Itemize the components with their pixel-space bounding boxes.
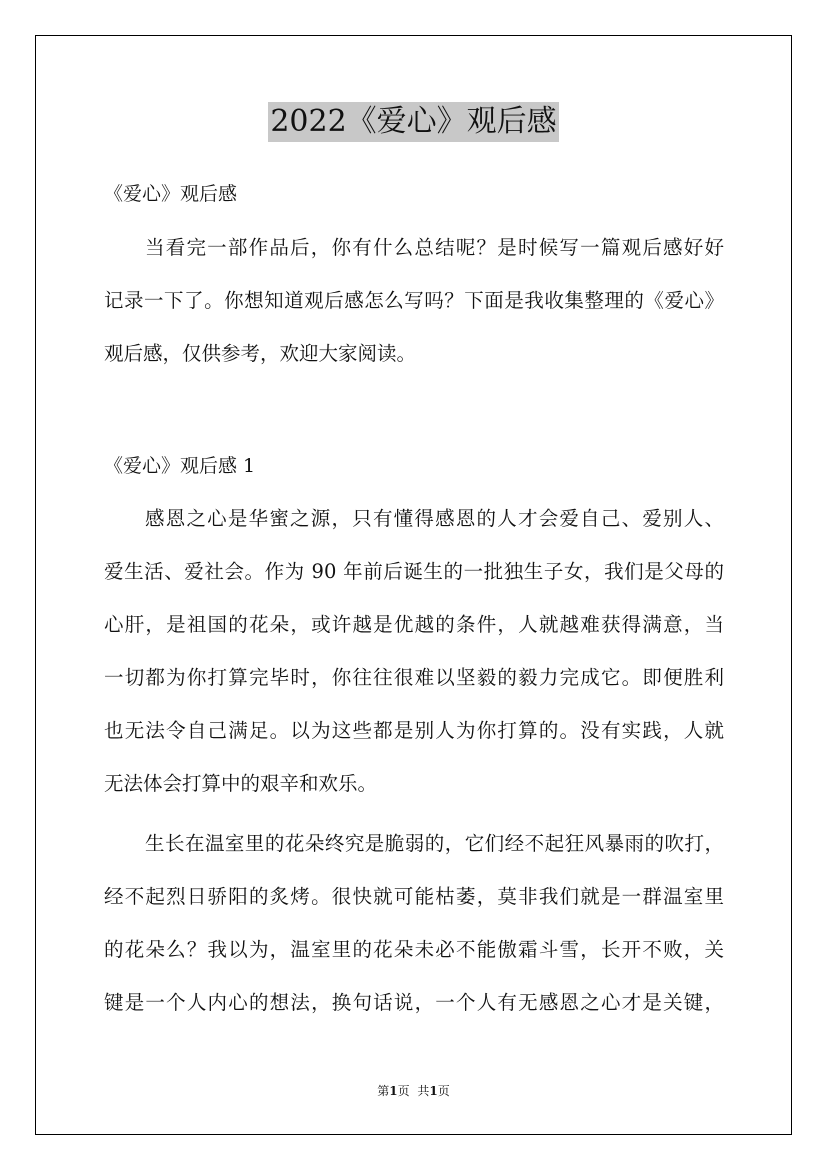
paragraph-line: 键是一个人内心的想法，换句话说，一个人有无感恩之心才是关键，: [104, 991, 724, 1014]
paragraph-line: 也无法令自己满足。以为这些都是别人为你打算的。没有实践，人就: [104, 719, 724, 742]
page-footer: [0, 1083, 827, 1099]
intro-line: 观后感，仅供参考，欢迎大家阅读。: [104, 342, 417, 365]
paragraph-line: 经不起烈日骄阳的炙烤。很快就可能枯萎，莫非我们就是一群温室里: [104, 885, 724, 908]
paragraph-line: 无法体会打算中的艰辛和欢乐。: [104, 772, 378, 795]
footer-page-suffix: 页: [397, 1084, 410, 1098]
footer-page-number: 1: [389, 1084, 398, 1098]
footer-total-prefix: 共: [417, 1084, 430, 1098]
paragraph-line: 一切都为你打算完毕时，你往往很难以坚毅的毅力完成它。即便胜利: [104, 666, 724, 689]
intro-heading: 《爱心》观后感: [104, 183, 238, 205]
document-title: 2022《爱心》观后感: [268, 102, 558, 142]
footer-page-prefix: 第: [377, 1084, 390, 1098]
footer-total-suffix: 页: [437, 1084, 450, 1098]
section1-heading: 《爱心》观后感 1: [104, 455, 256, 477]
intro-line: 当看完一部作品后，你有什么总结呢？是时候写一篇观后感好好: [145, 236, 724, 259]
paragraph-line: 感恩之心是华蜜之源，只有懂得感恩的人才会爱自己、爱别人、: [145, 507, 724, 530]
paragraph-line: 生长在温室里的花朵终究是脆弱的，它们经不起狂风暴雨的吹打，: [145, 832, 724, 855]
footer-total-number: 1: [429, 1084, 438, 1098]
paragraph-line: 的花朵么？我以为，温室里的花朵未必不能傲霜斗雪，长开不败，关: [104, 938, 724, 961]
intro-line: 记录一下了。你想知道观后感怎么写吗？下面是我收集整理的《爱心》: [104, 289, 724, 312]
title-container: [0, 102, 827, 142]
paragraph-line: 爱生活、爱社会。作为 90 年前后诞生的一批独生子女，我们是父母的: [104, 560, 724, 583]
paragraph-line: 心肝，是祖国的花朵，或许越是优越的条件，人就越难获得满意，当: [104, 613, 724, 636]
